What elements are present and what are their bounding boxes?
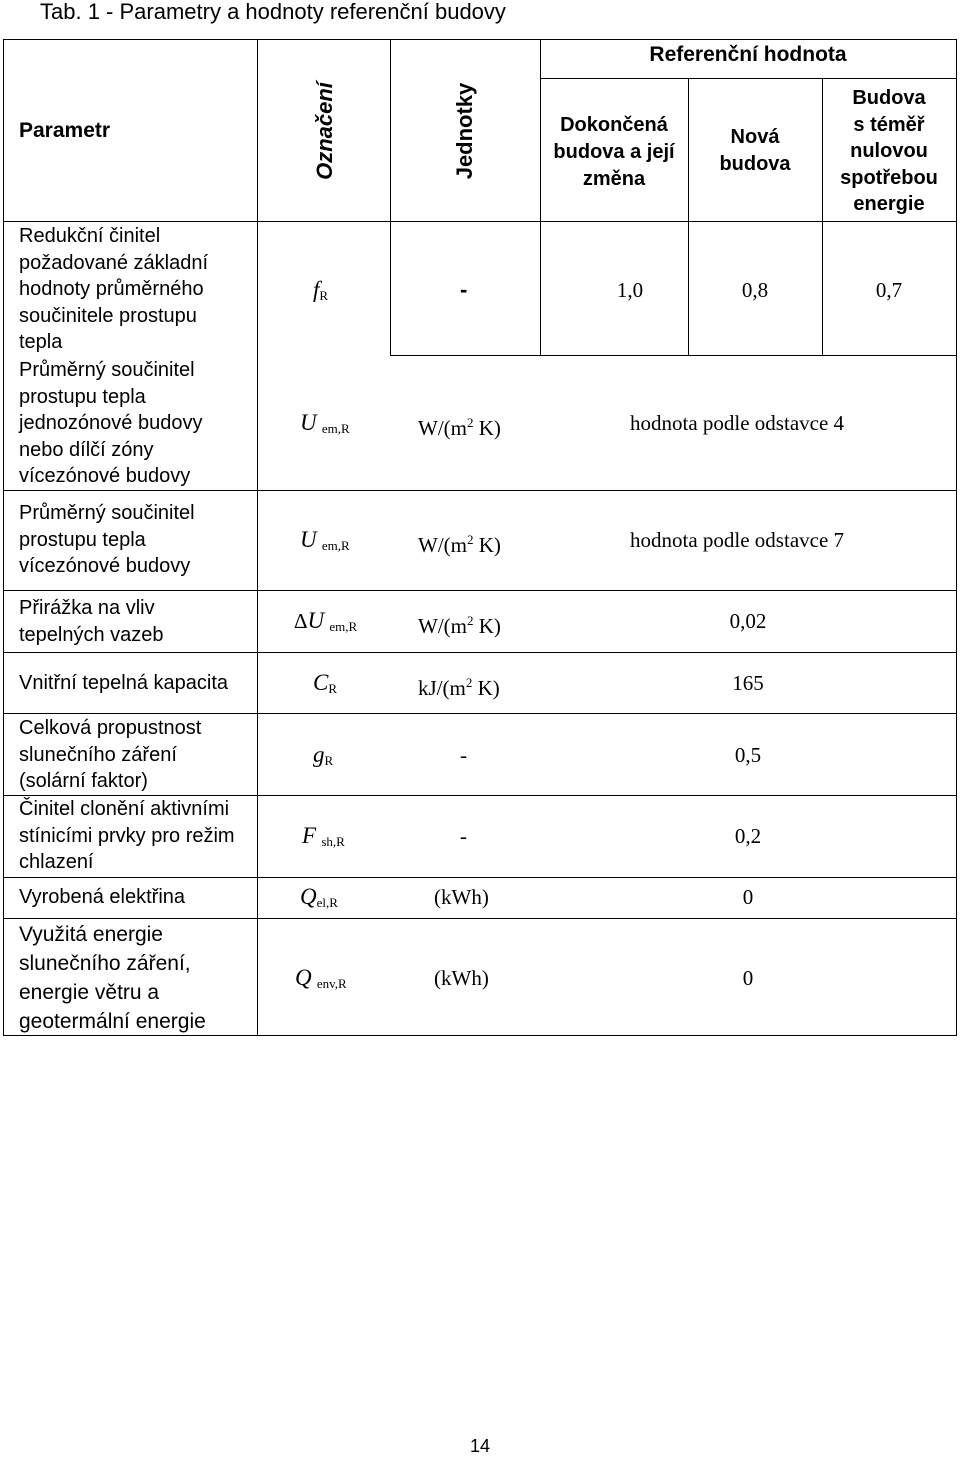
param-line: prostupu tepla [19,528,146,551]
param-line: (solární faktor) [19,770,148,792]
unit-text: K) [473,416,501,440]
header-dokoncena-line: budova a její [553,141,675,163]
row-unit: (kWh) [434,966,489,990]
header-nova-line: Nová [730,126,780,148]
row-unit [418,527,501,559]
unit-text: K) [473,533,501,557]
unit-text: K) [472,676,500,700]
param-line: Přirážka na vliv [19,597,155,619]
header-dokoncena-line: změna [582,168,646,190]
param-line: slunečního záření, [19,952,191,975]
row-symbol [300,527,350,559]
param-line: hodnoty průměrného [19,278,204,300]
param-line: Činitel clonění aktivními [19,798,230,820]
header-nulova [822,85,956,218]
param-line: Průměrný součinitel [19,359,195,381]
header-oznaceni: Označení [312,82,337,180]
symbol-subscript: env,R [316,976,347,991]
row-param [19,920,206,1036]
symbol-subscript: R [328,681,338,696]
header-parametr: Parametr [19,119,111,142]
symbol-letter: F [302,823,317,848]
row-param [19,796,235,876]
param-line: vícezónové budovy [19,465,191,487]
value-dokoncena: 1,0 [616,278,644,302]
param-line: prostupu tepla [19,385,146,408]
row-unit [418,670,500,702]
row-param [19,223,208,356]
row-param [19,357,202,490]
row-unit: (kWh) [434,885,489,909]
row-unit [418,608,501,640]
param-line: tepelných vazeb [19,623,164,646]
param-line: Redukční činitel [19,225,161,247]
symbol-subscript: em,R [321,538,350,553]
header-nova [688,124,822,178]
symbol-subscript: R [319,288,329,303]
param-line: energie větru a [19,981,160,1004]
row-symbol [300,410,350,442]
symbol-letter: g [313,742,325,767]
param-line: Využitá energie [19,923,163,946]
row-param [19,715,201,795]
symbol-subscript: el,R [316,895,338,910]
row-symbol [313,277,328,309]
symbol-letter: U [300,527,317,552]
header-dokoncena [540,112,688,193]
symbol-subscript: R [324,753,334,768]
symbol-letter: Q [295,965,312,990]
row-value: hodnota podle odstavce 7 [630,528,845,552]
row-symbol [313,742,333,774]
symbol-subscript: sh,R [321,834,345,849]
header-jednotky: Jednotky [452,82,477,180]
unit-text: W/(m [418,614,467,638]
unit-text: kJ/(m [418,676,466,700]
row-param [19,595,164,648]
symbol-subscript: em,R [321,421,350,436]
row-param: Vnitřní tepelná kapacita [19,672,229,694]
row-value: 0,2 [734,824,762,848]
header-nulova-line: s téměř [853,113,925,136]
param-line: jednozónové budovy [19,412,203,434]
header-nova-line: budova [719,153,791,175]
row-symbol [313,670,337,702]
param-line: Průměrný součinitel [19,502,195,524]
symbol-letter: U [307,608,325,633]
row-value: 0 [742,966,754,990]
row-value: 0,02 [729,609,767,633]
symbol-letter: U [300,410,317,435]
delta-symbol: Δ [294,609,308,633]
unit-exponent: 2 [466,613,474,628]
unit-exponent: 2 [466,532,474,547]
value-nulova: 0,7 [875,278,903,302]
unit-exponent: 2 [465,675,473,690]
param-line: slunečního záření [19,743,177,766]
row-unit: - [460,824,467,848]
symbol-letter: C [313,670,329,695]
unit-text: W/(m [418,416,467,440]
row-value: hodnota podle odstavce 4 [630,411,845,435]
header-nulova-line: spotřebou [840,166,938,189]
symbol-letter: Q [300,884,317,909]
row-symbol [294,608,357,640]
param-line: Celková propustnost [19,717,202,739]
symbol-subscript: em,R [329,619,358,634]
header-dokoncena-line: Dokončená [560,114,668,136]
param-line: požadované základní [19,251,209,274]
param-line: geotermální energie [19,1010,206,1033]
row-unit: - [460,277,468,302]
value-nova: 0,8 [741,278,769,302]
param-line: tepla [19,331,63,353]
row-value: 0 [742,885,754,909]
param-line: nebo dílčí zóny [19,438,154,461]
param-line: chlazení [19,851,94,873]
unit-exponent: 2 [466,415,474,430]
row-param: Vyrobená elektřina [19,886,186,908]
header-nulova-line: nulovou [850,140,928,162]
page-number: 14 [469,1436,491,1456]
row-unit: - [460,743,467,767]
row-symbol [300,884,338,916]
row-value: 165 [732,671,764,695]
header-referencni: Referenční hodnota [649,43,847,66]
row-value: 0,5 [734,743,762,767]
unit-text: K) [473,614,501,638]
row-symbol [295,965,347,997]
row-unit [418,410,501,442]
param-line: vícezónové budovy [19,555,191,577]
row-symbol [302,823,345,855]
header-nulova-line: Budova [852,87,926,109]
unit-text: W/(m [418,533,467,557]
row-param [19,500,195,580]
symbol-letter: f [313,277,320,302]
param-line: součinitele prostupu [19,304,197,327]
param-line: stínicími prvky pro režim [19,824,235,847]
header-nulova-line: energie [853,193,925,215]
table-caption: Tab. 1 - Parametry a hodnoty referenční budovy [40,0,506,24]
